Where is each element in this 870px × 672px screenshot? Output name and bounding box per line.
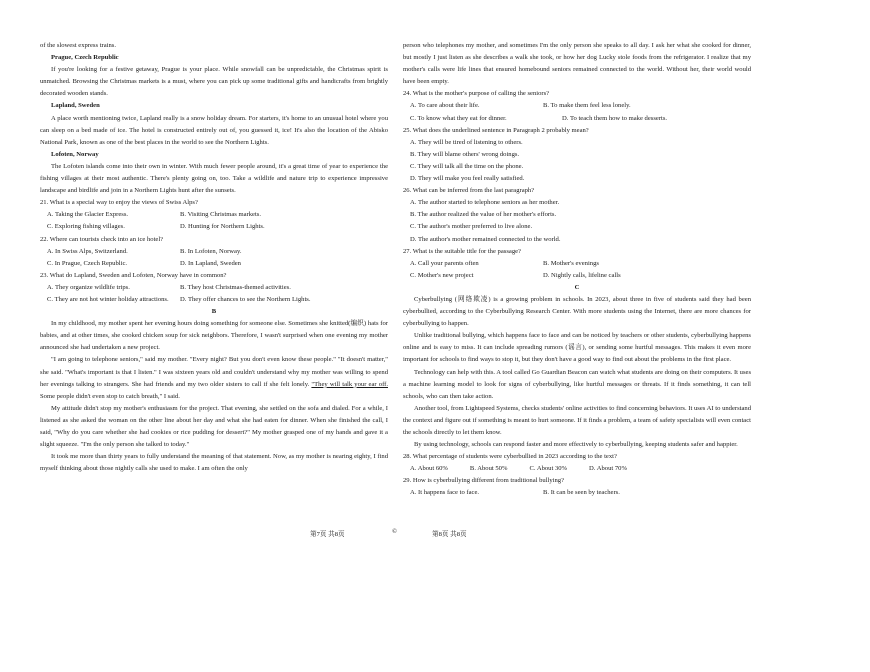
section-b-heading: B (211, 308, 217, 316)
q28-option-a: A. About 60% (410, 465, 448, 473)
q22-option-a: A. In Swiss Alps, Switzerland. (47, 247, 128, 255)
right-page-number: 第8页 共8页 (432, 531, 467, 538)
paragraph-2-text-a: "I am going to telephone seniors," said my mother. "Every night? But you don't even know these people." "It doesn't matter," she said. "What's important is that I listen." I was sixteen years old and couldn't understand why my mother was willing to spend her evenings talking to strangers. She had friends and my two older sisters to call if she felt lonely. (40, 356, 388, 388)
q24-option-b: B. To make them feel less lonely. (543, 102, 631, 110)
q22-option-c: C. In Prague, Czech Republic. (47, 259, 128, 267)
question-23: 23. What do Lapland, Sweden and Lofoten, Norway have in common? (40, 271, 227, 279)
lapland-heading: Lapland, Sweden (51, 102, 100, 110)
passage-b-continuation: person who telephones my mother, and sometimes I'm the only person she speaks to all day. I ask her what she cooked for dinner, but mostly I just listen as she describes a walk she took, or how her dog Lucky stole foods from the refrigerator. I realize that my mother's calls were life lines that ensured homebound seniors remained connected to the world. Without her, their world would have been empty. (403, 42, 751, 86)
passage-b-paragraph-4: It took me more than thirty years to fully understand the meaning of that statement. Now, as my mother is nearing eighty, I find myself thinking about those nightly calls she used to make. I am often the only (40, 453, 388, 473)
q21-options-row1 (40, 209, 388, 221)
q21-option-a: A. Taking the Glacier Express. (47, 211, 129, 219)
underlined-sentence: "They will talk your ear off. (311, 380, 388, 388)
section-c-heading: C (574, 283, 580, 291)
question-24: 24. What is the mother's purpose of calling the seniors? (403, 90, 550, 98)
q27-option-a: A. Call your parents often (410, 259, 479, 267)
q23-options-row2 (40, 294, 388, 306)
lofoten-paragraph: The Lofoten islands come into their own in winter. With much fewer people around, it's a great time of year to experience the fishing villages at their most authentic. There's plenty going on, too. Take a wildlife and nature trip to experience impressive landscape and birdlife and join in a Northern Lights hunt after the sunsets. (40, 162, 388, 195)
q29-option-a: A. It happens face to face. (410, 489, 480, 497)
question-26: 26. What can be inferred from the last paragraph? (403, 187, 535, 195)
lapland-paragraph: A place worth mentioning twice, Lapland really is a snow holiday dream. For starters, it's home to an unusual hotel where you can sleep on a bed made of ice. The hotel is constructed entirely out of, you guessed it, ice! It's also the location of the Abisko National Park, known as one of the best places in the world to see the Northern Lights. (40, 114, 388, 146)
paragraph-2-text-b: Some people didn't even stop to catch breath," I said. (40, 392, 180, 400)
q24-options-row2 (403, 113, 751, 125)
q21-option-c: C. Exploring fishing villages. (47, 223, 125, 231)
q22-options-row2 (40, 258, 388, 270)
q24-option-d: D. To teach them how to make desserts. (562, 114, 668, 122)
q22-option-b: B. In Lofoten, Norway. (180, 247, 242, 255)
q28-option-b: B. About 50% (469, 465, 508, 473)
q25-option-c: C. They will talk all the time on the phone. (410, 162, 524, 170)
question-21: 21. What is a special way to enjoy the views of Swiss Alps? (40, 199, 198, 207)
q25-option-d: D. They will make you feel really satisfied. (410, 175, 525, 183)
question-27: 27. What is the suitable title for the passage? (403, 247, 521, 255)
q29-options-row1 (403, 487, 751, 499)
prague-paragraph: If you're looking for a festive getaway, Prague is your place. While snowfall can be unpredictable, the Christmas spirit is unmatched. Browsing the Christmas markets is a must, where you can pick up some traditional gifts and handicrafts from brightly decorated wooden stands. (40, 66, 388, 98)
q25-option-b: B. They will blame others' wrong doings. (410, 150, 520, 158)
passage-b-paragraph-2 (40, 354, 388, 402)
left-column (40, 40, 388, 475)
q26-option-d: D. The author's mother remained connected to the world. (410, 235, 561, 243)
q28-options (403, 463, 751, 475)
q28-option-c: C. About 30% (529, 465, 568, 473)
q21-option-b: B. Visiting Christmas markets. (180, 211, 261, 219)
q23-options-row1 (40, 282, 388, 294)
lofoten-heading: Lofoten, Norway (51, 150, 99, 158)
q26-option-b: B. The author realized the value of her mother's efforts. (410, 211, 557, 219)
q26-option-c: C. The author's mother preferred to live alone. (410, 223, 533, 231)
q27-option-d: D. Nightly calls, lifeline calls (543, 271, 621, 279)
q28-option-d: D. About 70% (589, 465, 627, 473)
q23-option-a: A. They organize wildlife trips. (47, 283, 130, 291)
passage-c-paragraph-1: Cyberbullying (网络欺凌) is a growing problem in schools. In 2023, about three in five of students said they had been cyberbullied, according to the Cyberbullying Research Center. With more students using the Internet, there are more chances for cyberbullying to happen. (403, 295, 751, 328)
q29-option-b: B. It can be seen by teachers. (543, 489, 620, 497)
q23-option-c: C. They are not hot winter holiday attractions. (47, 295, 169, 303)
passage-b-paragraph-1: In my childhood, my mother spent her evening hours doing something for someone else. Sometimes she knitted(编织) hats for babies, and at other times, she cooked chicken soup for sick neighbors. Therefore, I wasn't surprised when one evening my mother announced she had undertaken a new project. (40, 320, 388, 352)
q21-options-row2 (40, 221, 388, 233)
passage-c-paragraph-4: Another tool, from Lightspeed Systems, checks students' online activities to find concerning behaviors. It uses AI to understand the context and figure out if something is meant to hurt someone. If it finds a problem, a team of safety specialists will even contact the schools directly to let them know. (403, 404, 751, 436)
q24-option-a: A. To care about their life. (410, 102, 480, 110)
question-28: 28. What percentage of students were cyberbullied in 2023 according to the text? (403, 453, 617, 461)
passage-c-paragraph-3: Technology can help with this. A tool called Go Guardian Beacon can watch what students are doing on their computers. It uses a machine learning model to look for signs of cyberbullying, like hurtful messages or threats. If it finds something, it can tell schools, who can then take action. (403, 368, 752, 400)
q26-option-a: A. The author started to telephone seniors as her mother. (410, 199, 560, 207)
q21-option-d: D. Hunting for Northern Lights. (180, 223, 265, 231)
left-page-number: 第7页 共8页 (310, 531, 345, 538)
question-25: 25. What does the underlined sentence in Paragraph 2 probably mean? (403, 126, 589, 134)
q27-option-b: B. Mother's evenings (543, 259, 599, 267)
q22-options-row1 (40, 246, 388, 258)
q23-option-b: B. They host Christmas-themed activities. (180, 283, 291, 291)
q27-options-row2 (403, 270, 751, 282)
q24-option-c: C. To know what they eat for dinner. (410, 114, 507, 122)
passage-b-paragraph-3: My attitude didn't stop my mother's enthusiasm for the project. That evening, she settled on the sofa and dialed. For a while, I listened as she asked the woman on the other line about her day and what she had eaten for dinner. When she finished the call, I said, "Why do you care whether she had cookies or rice pudding for dessert?" My mother grasped one of my hands and gave it a slight squeeze. "I'm the only person she talked to today." (40, 404, 388, 449)
passage-c-paragraph-2: Unlike traditional bullying, which happens face to face and can be noticed by teachers or other students, cyberbullying happens online and is easy to miss. It can include spreading rumors (谣言), or sending some hurtful messages. This makes it even more important for schools to find ways to stop it, but they don't have a good way to find out about the problems in the first place. (403, 332, 751, 364)
passage-c-paragraph-5: By using technology, schools can respond faster and more effectively to cyberbullying, keeping students safer and happier. (414, 441, 738, 449)
intro-line: of the slowest express trains. (40, 42, 116, 49)
q27-options-row1 (403, 258, 751, 270)
copyright-mark: © (392, 528, 398, 535)
q25-option-a: A. They will be tired of listening to others. (410, 138, 523, 146)
prague-heading: Prague, Czech Republic (51, 54, 119, 62)
question-22: 22. Where can tourists check into an ice hotel? (40, 235, 164, 243)
q22-option-d: D. In Lapland, Sweden (180, 259, 241, 267)
q24-options-row1 (403, 100, 751, 112)
question-29: 29. How is cyberbullying different from traditional bullying? (403, 477, 565, 485)
q27-option-c: C. Mother's new project (410, 271, 474, 279)
q23-option-d: D. They offer chances to see the Northern Lights. (180, 295, 311, 303)
right-column (403, 40, 751, 500)
